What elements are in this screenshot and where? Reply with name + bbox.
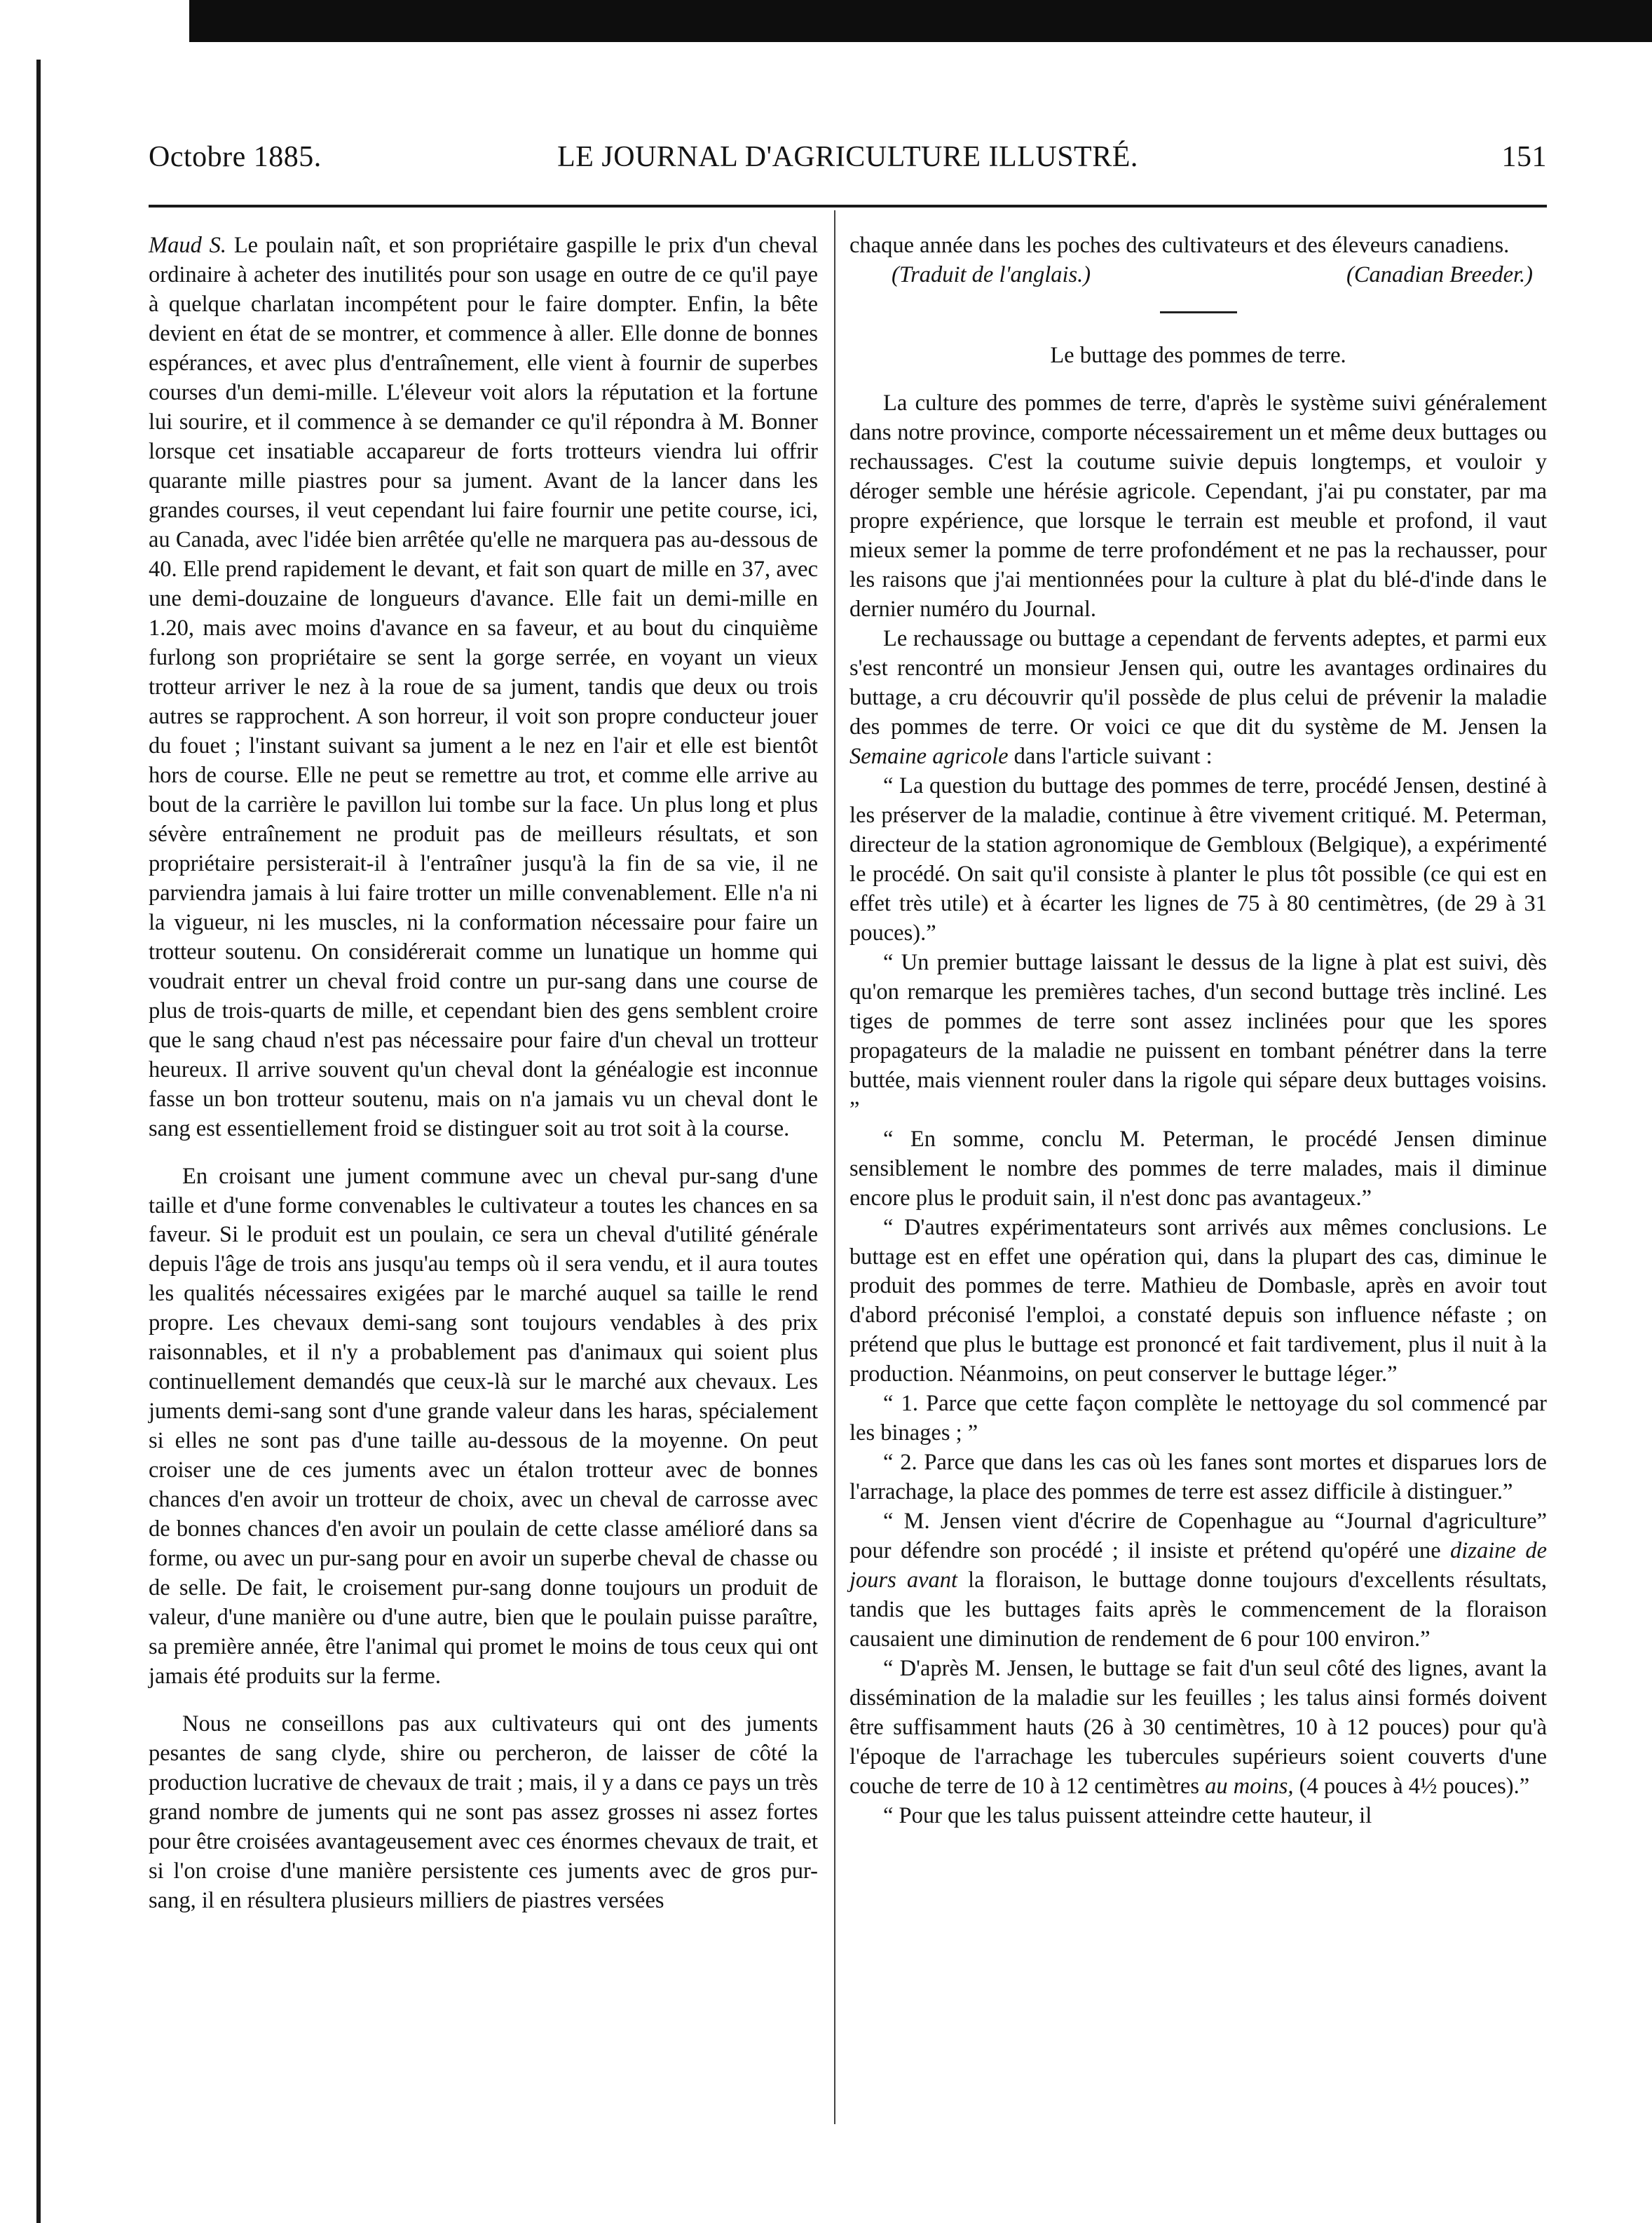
issue-date: Octobre 1885. xyxy=(149,141,322,173)
section-title: Le buttage des pommes de terre. xyxy=(1050,342,1346,368)
right-paragraph-4: “ La question du buttage des pommes de terre, procédé Jensen, destiné à les préserver de la maladie, continue à être vivement critiqué. M. Peterman, directeur de la station agronomique de Gembloux (Belgique), a expérimenté le procédé. On sait qu'il consiste à planter le plus tôt possible (ce qui est en effet très utile) et à écarter les lignes de 75 à 80 centimètres, (de 29 à 31 pouces).” xyxy=(849,773,1547,946)
right-paragraph-10: “ M. Jensen vient d'écrire de Copenhague au “Journal d'agriculture” pour défendre son procédé ; il insiste et prétend qu'opéré une dizaine de jours avant la floraison, le buttage donne toujours d'excellents résultats, tandis que les buttages faits après le commencement de la floraison causaient une diminution de rendement de 6 pour 100 environ.” xyxy=(849,1509,1548,1652)
left-column xyxy=(149,231,818,1916)
right-paragraph-8: “ 1. Parce que cette façon complète le nettoyage du sol commencé par les binages ; ” xyxy=(849,1391,1547,1446)
section-separator xyxy=(1160,311,1237,313)
header-rule xyxy=(149,205,1547,208)
right-paragraph-3: Le rechaussage ou buttage a cependant de fervents adeptes, et parmi eux s'est rencontré un monsieur Jensen qui, outre les avantages ordinaires du buttage, a cru découvrir qu'il possède de plus celui de prévenir la maladie des pommes de terre. Or voici ce que dit du système de M. Jensen la Semaine agricole dans l'article suivant : xyxy=(849,625,1547,769)
right-paragraph-6: “ En somme, conclu M. Peterman, le procédé Jensen diminue sensiblement le nombre des pommes de terre malades, mais il diminue encore plus le produit sain, il n'est donc pas avantageux.” xyxy=(849,1126,1547,1211)
left-paragraph-2: En croisant une jument commune avec un cheval pur-sang d'une taille et d'une forme convenables le cultivateur a toutes les chances en sa faveur. Si le produit est un poulain, ce sera un cheval d'utilité générale depuis l'âge de trois ans jusqu'au temps où il sera vendu, et il aura toutes les qualités nécessaires exigées par le marché auquel sa taille le rend propre. Les chevaux demi-sang sont toujours vendables à des prix raisonnables, et il n'y a probablement pas d'animaux qui soient plus continuellement demandés que ceux-là sur le marché aux chevaux. Les juments demi-sang sont d'une grande valeur dans les haras, spécialement si elles ne sont pas d'une taille au-dessous de la moyenne. On peut croiser une de ces juments avec un étalon trotteur avec de bonnes chances d'en avoir un trotteur de choix, avec un cheval de carrosse avec de bonnes chances d'en avoir un poulain de cette classe amélioré dans sa forme, ou avec un pur-sang pour en avoir un superbe cheval de chasse ou de selle. De fait, le croisement pur-sang donne toujours un produit de valeur, d'une manière ou d'une autre, bien que le poulain puisse paraître, sa première année, être l'animal qui promet le moins de tous ceux qui ont jamais été produits sur la ferme. xyxy=(149,1163,818,1690)
right-paragraph-7: “ D'autres expérimentateurs sont arrivés aux mêmes conclusions. Le buttage est en effet une opération qui, dans la plupart des cas, diminue le produit des pommes de terre. Mathieu de Dombasle, après en avoir tout d'abord préconisé l'emploi, a constaté depuis son influence néfaste ; on prétend que plus le buttage est prononcé et fait tardivement, plus il nuit à la production. Néanmoins, on peut conserver le buttage léger.” xyxy=(849,1214,1547,1387)
right-paragraph-2: La culture des pommes de terre, d'après le système suivi généralement dans notre province, comporte nécessairement un et même deux buttages ou rechaussages. C'est la coutume suivie depuis longtemps, et vouloir y déroger semble une hérésie agricole. Cependant, j'ai pu constater, par ma propre expérience, que lorsque le terrain est meuble et profond, il vaut mieux semer la pomme de terre profondément et ne pas la rechausser, pour les raisons que j'ai mentionnées pour la culture à plat du blé-d'inde dans le dernier numéro du Journal. xyxy=(849,390,1547,622)
page-number: 151 xyxy=(1501,141,1547,173)
left-paragraph-1: Maud S. Le poulain naît, et son propriétaire gaspille le prix d'un cheval ordinaire à acheter des inutilités pour son usage en outre de ce qu'il paye à quelque charlatan incompétent pour le faire dompter. Enfin, la bête devient en état de se montrer, et commence à aller. Elle donne de bonnes espérances, et avec plus d'entraînement, elle vient à fournir de superbes courses d'un demi-mille. L'éleveur voit alors la réputation et la fortune lui sourire, et il commence à se demander ce qu'il répondra à M. Bonner lorsque cet insatiable accapareur de forts trotteurs viendra lui offrir quarante mille piastres pour sa jument. Avant de la lancer dans les grandes courses, il veut cependant lui faire fournir une petite course, ici, au Canada, avec l'idée bien arrêtée qu'elle ne marquera pas au-dessous de 40. Elle prend rapidement le devant, et fait son quart de mille en 37, avec une demi-douzaine de longueurs d'avance. Elle fait un demi-mille en 1.20, mais avec moins d'avance en sa faveur, et au bout du cinquième furlong son propriétaire se sent la gorge serrée, en voyant un vieux trotteur arriver le nez à la roue de sa jument, tandis que deux ou trois autres se rapprochent. A son horreur, il voit son propre conducteur jouer du fouet ; l'instant suivant sa jument a le nez en l'air et elle est bientôt hors de course. Elle ne peut se remettre au trot, et comme elle arrive au bout de la carrière le pavillon lui tombe sur la face. Un plus long et plus sévère entraînement ne produit pas de meilleurs résultats, et son propriétaire persisterait-il à l'entraîner jusqu'à la fin de sa vie, il ne parviendra jamais à lui faire trotter un mille convenablement. Elle n'a ni la vigueur, ni les muscles, ni la conformation nécessaire pour faire un trotteur soutenu. On considérerait comme un lunatique un homme qui voudrait entrer un cheval froid contre un pur-sang dans une course de plus de trois-quarts de mille, et cependant bien des gens semblent croire que le sang chaud n'est pas nécessaire pour faire d'un cheval un trotteur heureux. Il arrive souvent qu'un cheval dont la généalogie est inconnue fasse un bon trotteur soutenu, mais on n'a jamais vu un cheval dont le sang est essentiellement froid se distinguer soit au trot soit à la course. xyxy=(149,233,819,1141)
page-header xyxy=(149,140,1547,189)
translation-note: (Traduit de l'anglais.) xyxy=(892,261,1091,287)
left-margin-rule xyxy=(36,60,41,2223)
journal-title: LE JOURNAL D'AGRICULTURE ILLUSTRÉ. xyxy=(557,141,1138,173)
right-paragraph-5: “ Un premier buttage laissant le dessus de la ligne à plat est suivi, dès qu'on remarque les premières taches, d'un second buttage très incliné. Les tiges de pommes de terre sont assez inclinées pour que les spores propagateurs de la maladie ne puissent en tombant pénétrer dans la terre buttée, mais viennent rouler dans la rigole qui sépare deux buttages voisins. ” xyxy=(849,949,1547,1122)
attribution-line xyxy=(849,261,1547,290)
left-paragraph-3: Nous ne conseillons pas aux cultivateurs qui ont des juments pesantes de sang clyde, shire ou percheron, de laisser de côté la production lucrative de chevaux de trait ; mais, il y a dans ce pays un très grand nombre de juments qui ne sont pas assez grosses ni assez fortes pour être croisées avantageusement avec ces énormes chevaux de trait, et si l'on croise d'une manière persistente ces juments avec de gros pur-sang, il en résultera plusieurs milliers de piastres versées xyxy=(149,1711,818,1914)
right-column xyxy=(849,231,1547,1831)
top-scan-bar xyxy=(189,0,1652,42)
right-paragraph-12: “ Pour que les talus puissent atteindre cette hauteur, il xyxy=(883,1803,1372,1829)
right-paragraph-9: “ 2. Parce que dans les cas où les fanes sont mortes et disparues lors de l'arrachage, la place des pommes de terre est assez difficile à distinguer.” xyxy=(849,1450,1547,1505)
source-note: (Canadian Breeder.) xyxy=(1346,261,1533,287)
right-paragraph-11: “ D'après M. Jensen, le buttage se fait d'un seul côté des lignes, avant la dissémination de la maladie sur les feuilles ; les talus ainsi formés doivent être suffisamment hauts (26 à 30 centimètres, 10 à 12 pouces) pour qu'à l'époque de l'arrachage les tubercules supérieurs soient couverts d'une couche de terre de 10 à 12 centimètres au moins, (4 pouces à 4½ pouces).” xyxy=(849,1656,1547,1800)
column-divider xyxy=(834,210,835,2124)
right-paragraph-1: chaque année dans les poches des cultivateurs et des éleveurs canadiens. xyxy=(849,233,1510,258)
